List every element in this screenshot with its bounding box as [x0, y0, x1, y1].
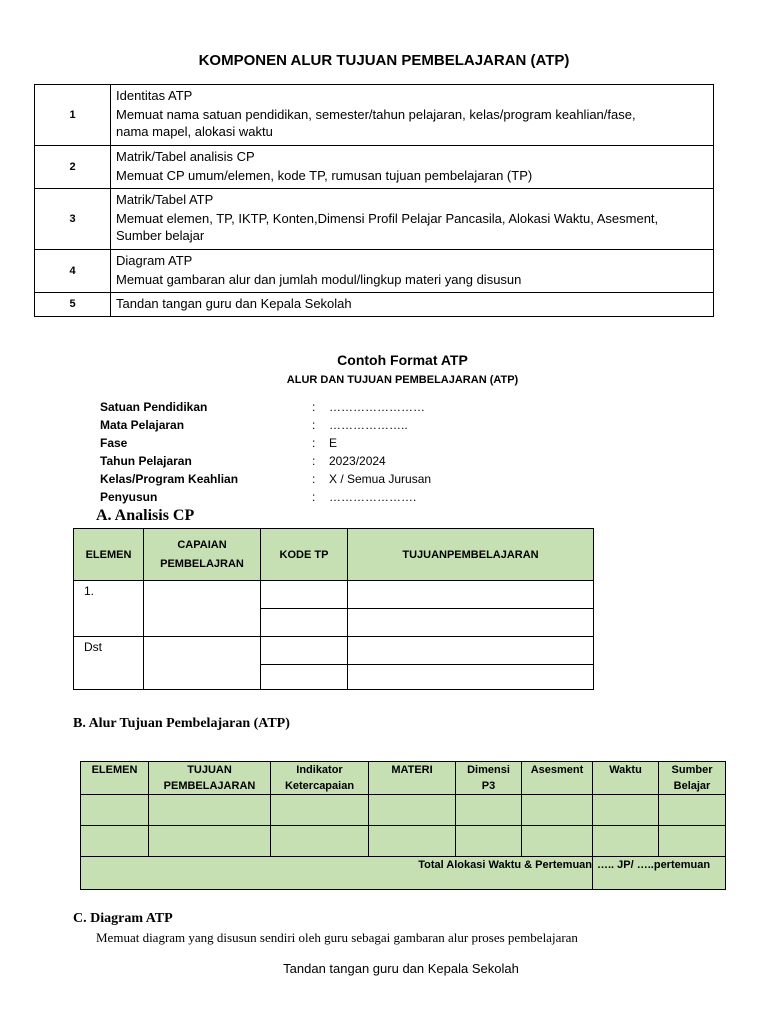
tujuan-cell [348, 637, 594, 665]
header-line: Belajar [673, 780, 711, 792]
identitas-label: Satuan Pendidikan [100, 400, 208, 414]
row-heading: Tandan tangan guru dan Kepala Sekolah [116, 296, 352, 311]
identitas-label: Kelas/Program Keahlian [100, 472, 239, 486]
row-description: Sumber belajar [116, 228, 205, 243]
total-value: ….. JP/ …..pertemuan [593, 857, 726, 890]
table-cell [659, 826, 726, 857]
row-number: 5 [35, 293, 111, 317]
elemen-cell: 1. [74, 581, 144, 637]
table-row [35, 250, 714, 293]
header-elemen: ELEMEN [74, 529, 144, 581]
kode-cell [261, 665, 348, 690]
capaian-cell [144, 637, 261, 690]
table-cell [271, 795, 369, 826]
tujuan-cell [348, 581, 594, 609]
row-description: nama mapel, alokasi waktu [116, 124, 273, 139]
table-row [35, 189, 714, 250]
capaian-cell [144, 581, 261, 637]
table-cell [659, 795, 726, 826]
header-dimensi [456, 762, 522, 795]
header-line: TUJUAN [187, 764, 232, 776]
identitas-colon: : [312, 490, 316, 504]
identitas-value: …………………… [329, 400, 425, 414]
row-content [111, 189, 714, 250]
table-cell [522, 826, 593, 857]
tujuan-cell [348, 665, 594, 690]
identitas-row [100, 400, 529, 418]
identitas-row [100, 436, 529, 454]
header-line: Sumber [671, 764, 713, 776]
signature-line: Tandan tangan guru dan Kepala Sekolah [283, 961, 519, 976]
alur-tp-table [80, 761, 726, 890]
table-cell [456, 795, 522, 826]
table-row [35, 293, 714, 317]
header-indikator [271, 762, 369, 795]
header-line: MATERI [391, 764, 433, 776]
header-line: Ketercapaian [284, 780, 355, 792]
section-a-title: A. Analisis CP [96, 507, 195, 524]
table-cell [456, 826, 522, 857]
header-tujuan [149, 762, 271, 795]
header-line: Asesment [530, 764, 584, 776]
identitas-colon: : [312, 418, 316, 432]
table-row [35, 85, 714, 146]
identitas-block [100, 400, 529, 508]
row-number: 4 [35, 250, 111, 293]
row-description: Memuat gambaran alur dan jumlah modul/lingkup materi yang disusun [116, 272, 522, 287]
header-capaian [144, 529, 261, 581]
total-row [81, 857, 726, 890]
kode-cell [261, 609, 348, 637]
table-cell [593, 795, 659, 826]
header-waktu [593, 762, 659, 795]
contoh-title: Contoh Format ATP [337, 352, 468, 368]
table-row [74, 637, 594, 665]
analisis-cp-table [73, 528, 594, 690]
header-elemen [81, 762, 149, 795]
identitas-label: Tahun Pelajaran [100, 454, 192, 468]
identitas-row [100, 454, 529, 472]
row-description: Memuat nama satuan pendidikan, semester/tahun pelajaran, kelas/program keahlian/fase, [116, 107, 636, 122]
header-asesment [522, 762, 593, 795]
table-cell [81, 826, 149, 857]
section-c-description: Memuat diagram yang disusun sendiri oleh guru sebagai gambaran alur proses pembelajaran [96, 930, 578, 945]
table-cell [369, 826, 456, 857]
table-cell [81, 795, 149, 826]
header-kode-tp: KODE TP [261, 529, 348, 581]
row-heading: Matrik/Tabel ATP [116, 192, 214, 207]
row-number: 1 [35, 85, 111, 146]
table-row [35, 146, 714, 189]
elemen-cell: Dst [74, 637, 144, 690]
identitas-colon: : [312, 454, 316, 468]
header-tujuan: TUJUANPEMBELAJARAN [348, 529, 594, 581]
table-cell [522, 795, 593, 826]
row-description: Memuat CP umum/elemen, kode TP, rumusan tujuan pembelajaran (TP) [116, 168, 533, 183]
contoh-subtitle: ALUR DAN TUJUAN PEMBELAJARAN (ATP) [286, 374, 519, 386]
identitas-colon: : [312, 472, 316, 486]
identitas-value: …………………. [329, 490, 417, 504]
row-content [111, 293, 714, 317]
identitas-label: Fase [100, 436, 128, 450]
table-row [74, 581, 594, 609]
header-materi [369, 762, 456, 795]
identitas-label: Penyusun [100, 490, 158, 504]
table-header-row [74, 529, 594, 581]
table-cell [149, 826, 271, 857]
document-title: KOMPONEN ALUR TUJUAN PEMBELAJARAN (ATP) [198, 52, 570, 69]
row-heading: Matrik/Tabel analisis CP [116, 149, 255, 164]
tujuan-cell [348, 609, 594, 637]
header-capaian-line: PEMBELAJRAN [160, 557, 244, 570]
table-row [81, 795, 726, 826]
header-line: PEMBELAJARAN [163, 780, 256, 792]
header-capaian-line: CAPAIAN [177, 538, 227, 551]
section-b-title: B. Alur Tujuan Pembelajaran (ATP) [73, 716, 290, 731]
row-heading: Diagram ATP [116, 253, 193, 268]
table-header-row [81, 762, 726, 795]
row-description: Memuat elemen, TP, IKTP, Konten,Dimensi Profil Pelajar Pancasila, Alokasi Waktu, Asesment, [116, 211, 659, 226]
header-line: ELEMEN [91, 764, 138, 776]
identitas-value: ……………….. [329, 418, 408, 432]
identitas-row [100, 472, 529, 490]
identitas-value: X / Semua Jurusan [329, 472, 432, 486]
table-cell [593, 826, 659, 857]
identitas-value: 2023/2024 [329, 454, 386, 468]
row-content [111, 250, 714, 293]
row-heading: Identitas ATP [116, 88, 193, 103]
table-cell [149, 795, 271, 826]
header-line: Indikator [296, 764, 343, 776]
header-line: Dimensi [467, 764, 510, 776]
header-sumber [659, 762, 726, 795]
identitas-label: Mata Pelajaran [100, 418, 185, 432]
row-number: 3 [35, 189, 111, 250]
kode-cell [261, 637, 348, 665]
kode-cell [261, 581, 348, 609]
identitas-row [100, 490, 529, 508]
identitas-colon: : [312, 400, 316, 414]
identitas-value: E [329, 436, 338, 450]
table-cell [271, 826, 369, 857]
total-label: Total Alokasi Waktu & Pertemuan [81, 857, 593, 890]
komponen-table [34, 84, 714, 317]
row-content [111, 146, 714, 189]
row-number: 2 [35, 146, 111, 189]
identitas-row [100, 418, 529, 436]
header-line: P3 [481, 780, 496, 792]
table-cell [369, 795, 456, 826]
section-c-title: C. Diagram ATP [73, 911, 173, 926]
identitas-colon: : [312, 436, 316, 450]
header-line: Waktu [609, 764, 642, 776]
row-content [111, 85, 714, 146]
table-row [81, 826, 726, 857]
